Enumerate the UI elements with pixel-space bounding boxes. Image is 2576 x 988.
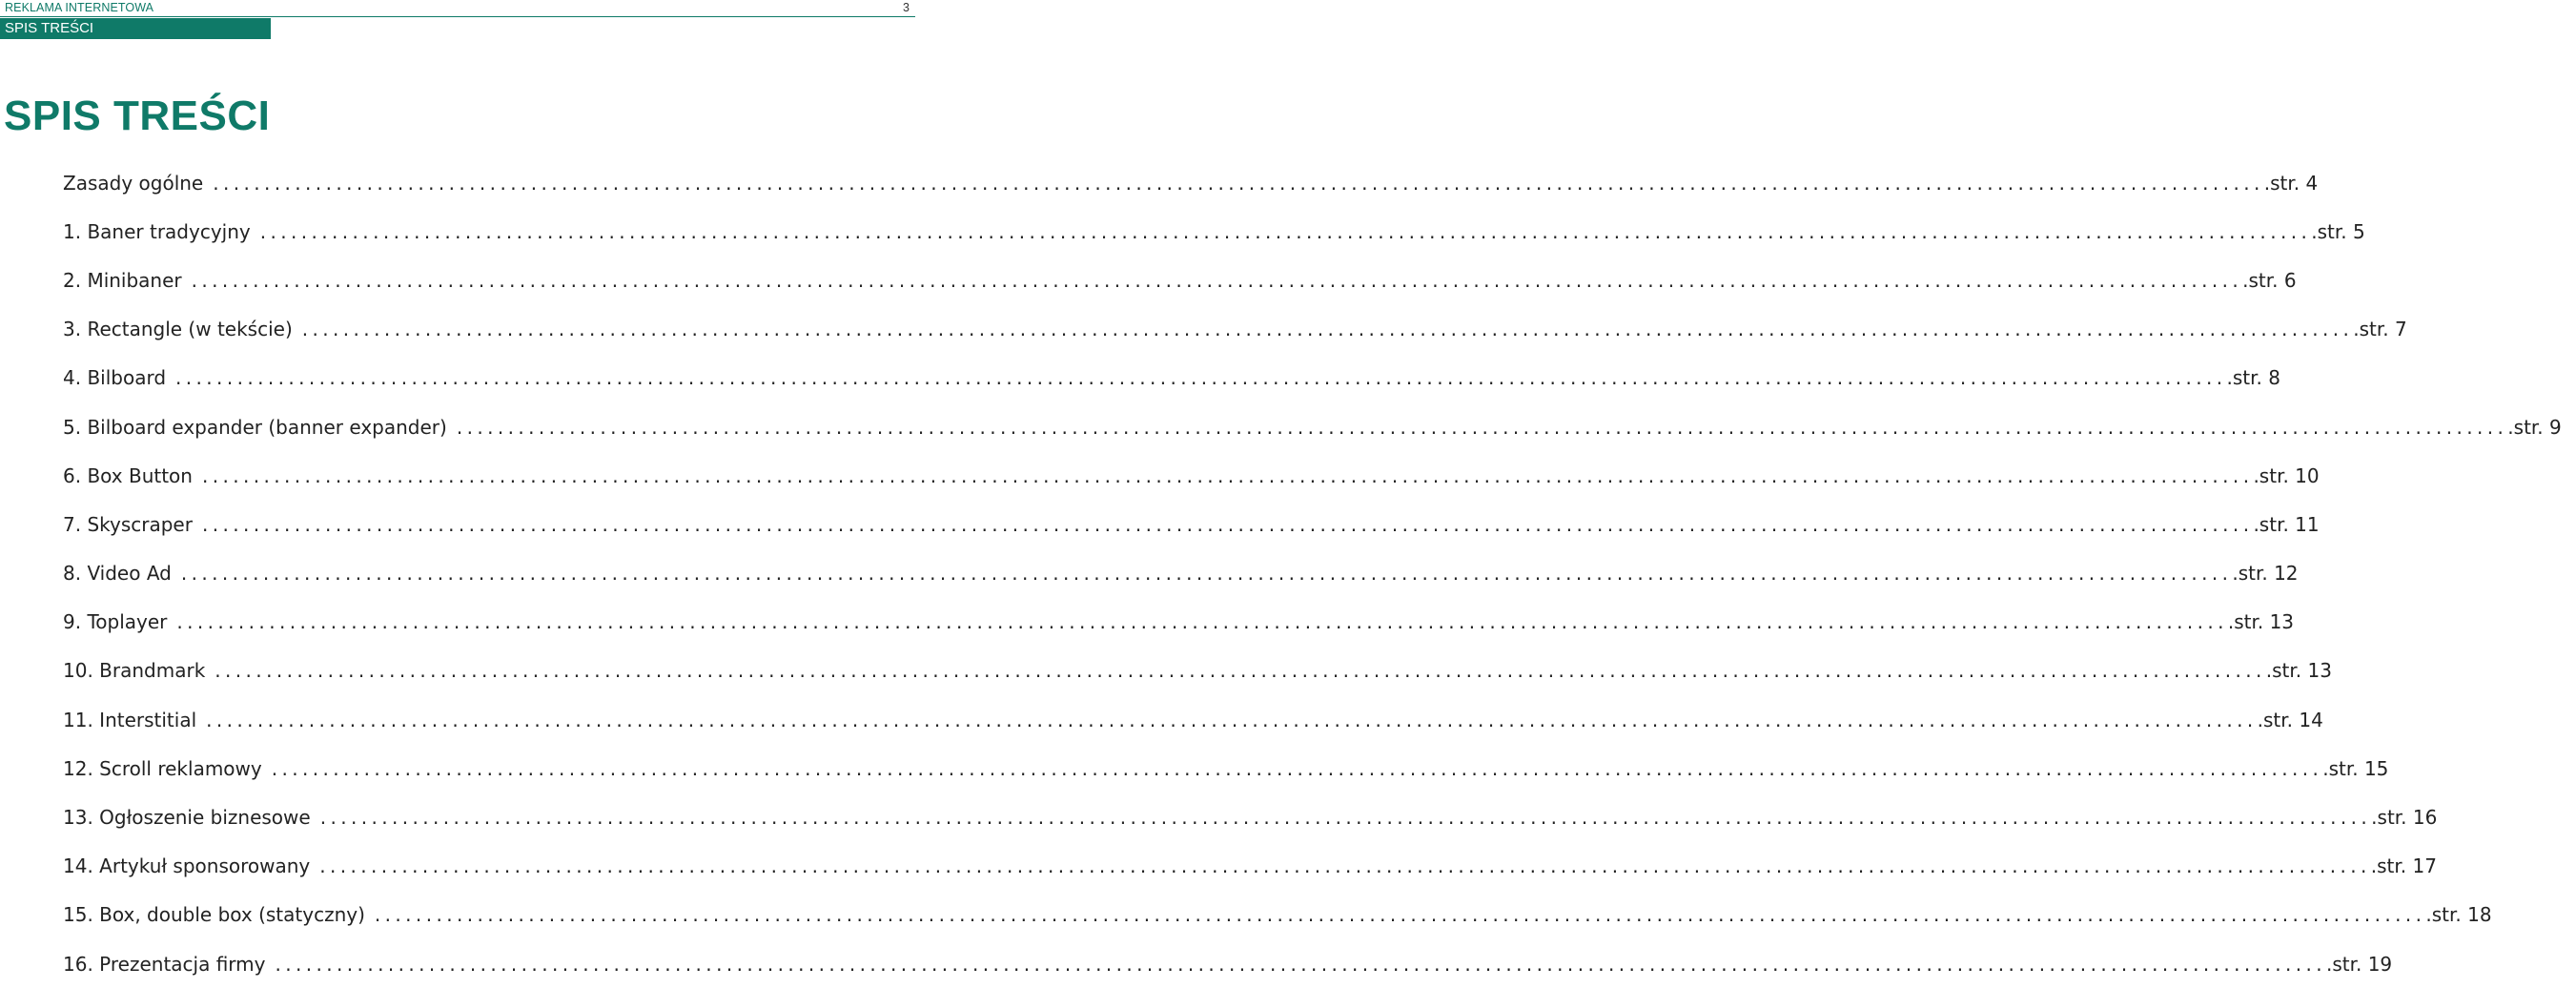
toc-entry-page: .str. 19 bbox=[2325, 952, 2393, 976]
toc-entry-title: 1. Baner tradycyjny bbox=[63, 219, 251, 243]
toc-entry-title: 7. Skyscraper bbox=[63, 512, 193, 536]
toc-entry-page: .str. 13 bbox=[2227, 610, 2295, 634]
toc-entry-title: 5. Bilboard expander (banner expander) bbox=[63, 415, 447, 439]
toc-dot-leader: ........................................................................................................................................................................................................ bbox=[191, 268, 2243, 292]
section-label: SPIS TREŚCI bbox=[0, 18, 271, 39]
toc-dot-leader: ........................................................................................................................................................................................................ bbox=[215, 659, 2266, 683]
toc-entry[interactable] bbox=[63, 500, 2320, 548]
toc-dot-leader: ........................................................................................................................................................................................................ bbox=[456, 415, 2508, 439]
toc-entry-page: .str. 14 bbox=[2257, 708, 2323, 731]
toc-entry[interactable] bbox=[63, 842, 2437, 891]
toc-dot-leader: ........................................................................................................................................................................................................ bbox=[213, 171, 2264, 195]
running-header bbox=[0, 0, 915, 17]
toc-entry-title: 3. Rectangle (w tekście) bbox=[63, 318, 293, 341]
toc-dot-leader: ........................................................................................................................................................................................................ bbox=[180, 562, 2233, 586]
toc-entry[interactable] bbox=[63, 305, 2407, 354]
toc-entry-page: .str. 5 bbox=[2311, 219, 2365, 243]
toc-entry[interactable] bbox=[63, 647, 2332, 695]
toc-dot-leader: ........................................................................................................................................................................................................ bbox=[374, 903, 2426, 927]
publication-name: REKLAMA INTERNETOWA bbox=[5, 1, 154, 14]
toc-entry-title: 9. Toplayer bbox=[63, 610, 168, 634]
toc-entry-page: .str. 9 bbox=[2507, 415, 2562, 439]
toc-dot-leader: ........................................................................................................................................................................................................ bbox=[319, 806, 2372, 830]
toc-entry-title: 12. Scroll reklamowy bbox=[63, 756, 262, 780]
toc-entry[interactable] bbox=[63, 402, 2562, 451]
toc-entry[interactable] bbox=[63, 158, 2319, 207]
toc-dot-leader: ........................................................................................................................................................................................................ bbox=[271, 756, 2323, 780]
toc-entry-page: .str. 13 bbox=[2265, 659, 2332, 683]
toc-entry-page: .str. 6 bbox=[2242, 268, 2297, 292]
toc-entry-page: .str. 7 bbox=[2353, 318, 2407, 341]
toc-entry-title: 16. Prezentacja firmy bbox=[63, 952, 266, 976]
toc-dot-leader: ........................................................................................................................................................................................................ bbox=[206, 708, 2258, 731]
toc-entry-title: 8. Video Ad bbox=[63, 562, 172, 586]
toc-dot-leader: ........................................................................................................................................................................................................ bbox=[275, 952, 2326, 976]
toc-entry-page: .str. 10 bbox=[2253, 463, 2320, 487]
toc-entry-title: 13. Ogłoszenie biznesowe bbox=[63, 806, 311, 830]
toc-dot-leader: ........................................................................................................................................................................................................ bbox=[175, 366, 2227, 390]
toc-entry[interactable] bbox=[63, 695, 2323, 744]
toc-entry-page: .str. 15 bbox=[2322, 756, 2389, 780]
toc-entry-page: .str. 8 bbox=[2226, 366, 2280, 390]
toc-entry-title: 6. Box Button bbox=[63, 463, 193, 487]
toc-dot-leader: ........................................................................................................................................................................................................ bbox=[201, 463, 2254, 487]
toc-entry[interactable] bbox=[63, 354, 2280, 402]
toc-dot-leader: ........................................................................................................................................................................................................ bbox=[259, 219, 2312, 243]
toc-dot-leader: ........................................................................................................................................................................................................ bbox=[319, 854, 2371, 878]
toc-entry[interactable] bbox=[63, 598, 2295, 647]
toc-entry-title: 11. Interstitial bbox=[63, 708, 197, 731]
page-title: SPIS TREŚCI bbox=[4, 93, 271, 139]
page-number: 3 bbox=[903, 1, 910, 14]
toc-entry-title: Zasady ogólne bbox=[63, 171, 204, 195]
toc-entry[interactable] bbox=[63, 451, 2320, 500]
toc-dot-leader: ........................................................................................................................................................................................................ bbox=[201, 512, 2254, 536]
toc-entry-page: .str. 17 bbox=[2370, 854, 2437, 878]
toc-entry-page: .str. 11 bbox=[2253, 512, 2320, 536]
toc-entry[interactable] bbox=[63, 744, 2389, 792]
toc-entry-title: 10. Brandmark bbox=[63, 659, 206, 683]
toc-entry[interactable] bbox=[63, 891, 2492, 939]
toc-entry-title: 2. Minibaner bbox=[63, 268, 182, 292]
toc-entry-title: 14. Artykuł sponsorowany bbox=[63, 854, 311, 878]
toc-entry-page: .str. 16 bbox=[2371, 806, 2438, 830]
toc-entry-title: 4. Bilboard bbox=[63, 366, 167, 390]
table-of-contents bbox=[63, 158, 2562, 988]
toc-dot-leader: ........................................................................................................................................................................................................ bbox=[176, 610, 2228, 634]
toc-dot-leader: ........................................................................................................................................................................................................ bbox=[301, 318, 2354, 341]
toc-entry-page: .str. 12 bbox=[2232, 562, 2299, 586]
toc-entry[interactable] bbox=[63, 207, 2365, 256]
toc-entry-page: .str. 4 bbox=[2263, 171, 2319, 195]
toc-entry-page: .str. 18 bbox=[2425, 903, 2492, 927]
toc-entry[interactable] bbox=[63, 256, 2297, 304]
toc-entry[interactable] bbox=[63, 792, 2438, 841]
toc-entry[interactable] bbox=[63, 939, 2393, 988]
toc-entry-title: 15. Box, double box (statyczny) bbox=[63, 903, 365, 927]
toc-entry[interactable] bbox=[63, 549, 2299, 598]
